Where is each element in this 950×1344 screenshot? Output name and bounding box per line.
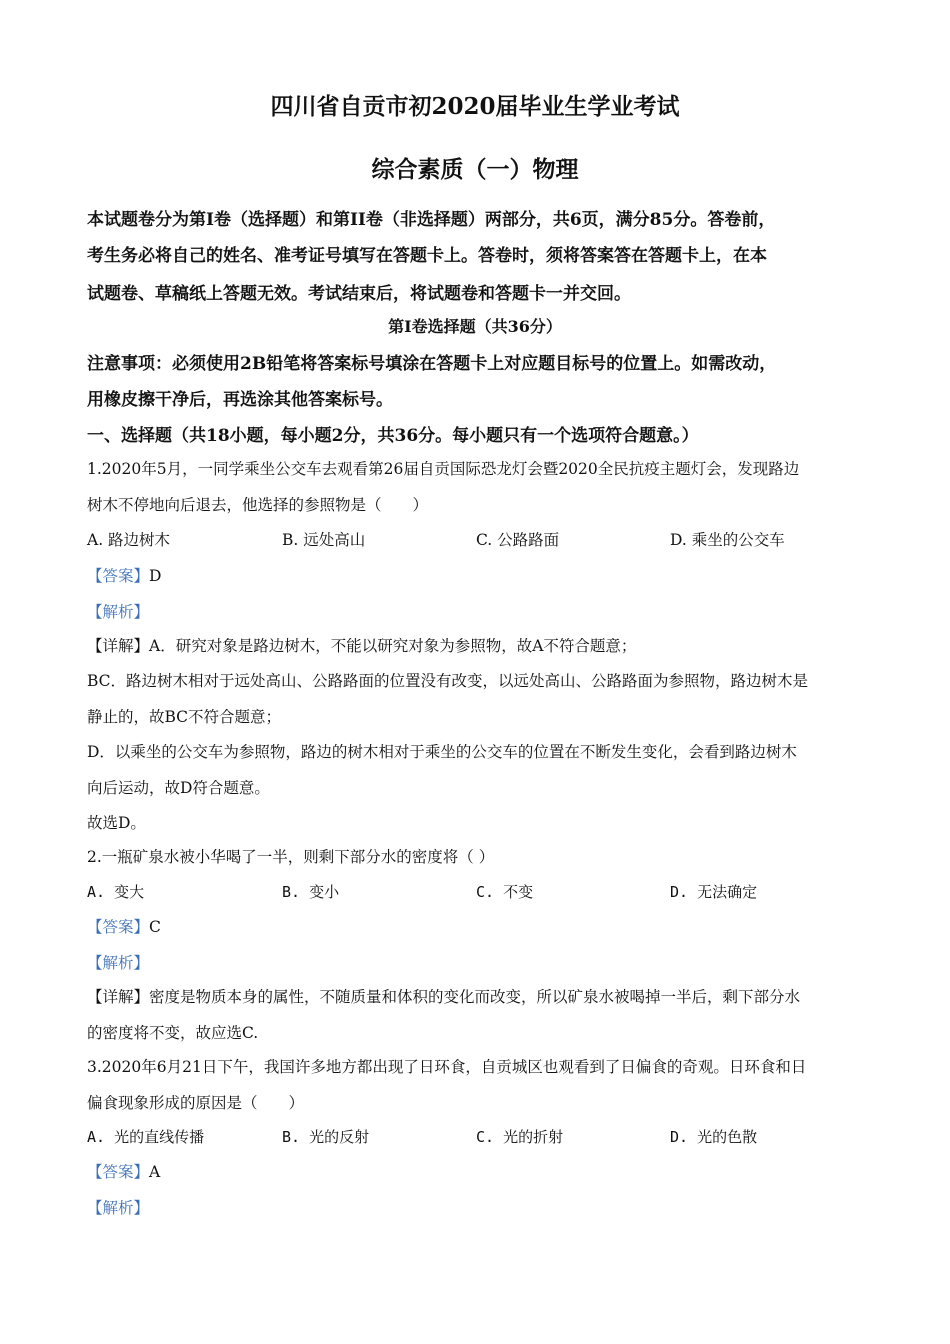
answer-value: D <box>149 567 162 585</box>
q1-detail-line-2: BC．路边树木相对于远处高山、公路路面的位置没有改变，以远处高山、公路路面为参照物，路边树木是 <box>87 672 809 690</box>
q1-stem-line-1: 1.2020年5月，一同学乘坐公交车去观看第26届自贡国际恐龙灯会暨2020全民抗疫主题灯会，发现路边 <box>87 460 800 478</box>
q1-option-a: A. 路边树木 <box>87 531 171 549</box>
answer-label: 【答案】 <box>87 918 150 936</box>
q1-detail-line-4: D．以乘坐的公交车为参照物，路边的树木相对于乘坐的公交车的位置在不断发生变化，会看到路边树木 <box>87 743 797 761</box>
q1-option-c: C. 公路路面 <box>476 531 560 549</box>
answer-label: 【答案】 <box>87 1163 150 1181</box>
q2-option-d: D. 无法确定 <box>670 883 758 901</box>
section-title: 第I卷选择题（共36分） <box>388 317 562 336</box>
q3-option-a: A. 光的直线传播 <box>87 1128 205 1146</box>
q1-detail-line-1: 【详解】A．研究对象是路边树木，不能以研究对象为参照物，故A不符合题意； <box>87 637 637 655</box>
exam-subtitle: 综合素质（一）物理 <box>371 156 579 183</box>
q2-option-b: B. 变小 <box>282 883 340 901</box>
q3-stem-line-2: 偏食现象形成的原因是（ ） <box>87 1094 305 1112</box>
q2-detail-line-1: 【详解】密度是物质本身的属性，不随质量和体积的变化而改变，所以矿泉水被喝掉一半后，剩下部分水 <box>87 988 801 1006</box>
part-heading: 一、选择题（共18小题，每小题2分，共36分。每小题只有一个选项符合题意。） <box>87 426 699 446</box>
notice-line-1: 注意事项：必须使用2B铅笔将答案标号填涂在答题卡上对应题目标号的位置上。如需改动， <box>87 354 777 374</box>
q1-detail-line-3: 静止的，故BC不符合题意； <box>87 708 282 726</box>
q3-answer <box>87 1160 160 1182</box>
q1-option-d: D. 乘坐的公交车 <box>670 531 785 549</box>
q2-option-c: C. 不变 <box>476 883 534 901</box>
answer-value: A <box>149 1163 161 1181</box>
q3-analysis-label: 【解析】 <box>87 1199 150 1217</box>
intro-line-3: 试题卷、草稿纸上答题无效。考试结束后，将试题卷和答题卡一并交回。 <box>87 284 631 304</box>
q3-option-d: D. 光的色散 <box>670 1128 758 1146</box>
q1-stem-line-2: 树木不停地向后退去，他选择的参照物是（ ） <box>87 496 429 514</box>
q2-option-a: A. 变大 <box>87 883 145 901</box>
answer-value: C <box>149 918 161 936</box>
q1-option-b: B. 远处高山 <box>282 531 366 549</box>
q3-option-c: C. 光的折射 <box>476 1128 564 1146</box>
q2-answer <box>87 915 161 937</box>
exam-title: 四川省自贡市初2020届毕业生学业考试 <box>270 93 680 120</box>
q3-stem-line-1: 3.2020年6月21日下午，我国许多地方都出现了日环食，自贡城区也观看到了日偏食的奇观。日环食和日 <box>87 1058 807 1076</box>
q1-detail-line-6: 故选D。 <box>87 814 146 832</box>
intro-line-1: 本试题卷分为第I卷（选择题）和第II卷（非选择题）两部分，共6页，满分85分。答卷前， <box>87 210 776 230</box>
intro-line-2: 考生务必将自己的姓名、准考证号填写在答题卡上。答卷时，须将答案答在答题卡上，在本 <box>87 246 767 266</box>
answer-label: 【答案】 <box>87 567 150 585</box>
q1-detail-line-5: 向后运动，故D符合题意。 <box>87 779 270 797</box>
q1-analysis-label: 【解析】 <box>87 603 150 621</box>
q3-option-b: B. 光的反射 <box>282 1128 370 1146</box>
q2-stem: 2.一瓶矿泉水被小华喝了一半，则剩下部分水的密度将（ ） <box>87 848 495 866</box>
notice-line-2: 用橡皮擦干净后，再选涂其他答案标号。 <box>87 390 393 410</box>
q2-detail-line-2: 的密度将不变，故应选C. <box>87 1024 259 1042</box>
q1-answer <box>87 564 161 586</box>
q2-analysis-label: 【解析】 <box>87 954 150 972</box>
